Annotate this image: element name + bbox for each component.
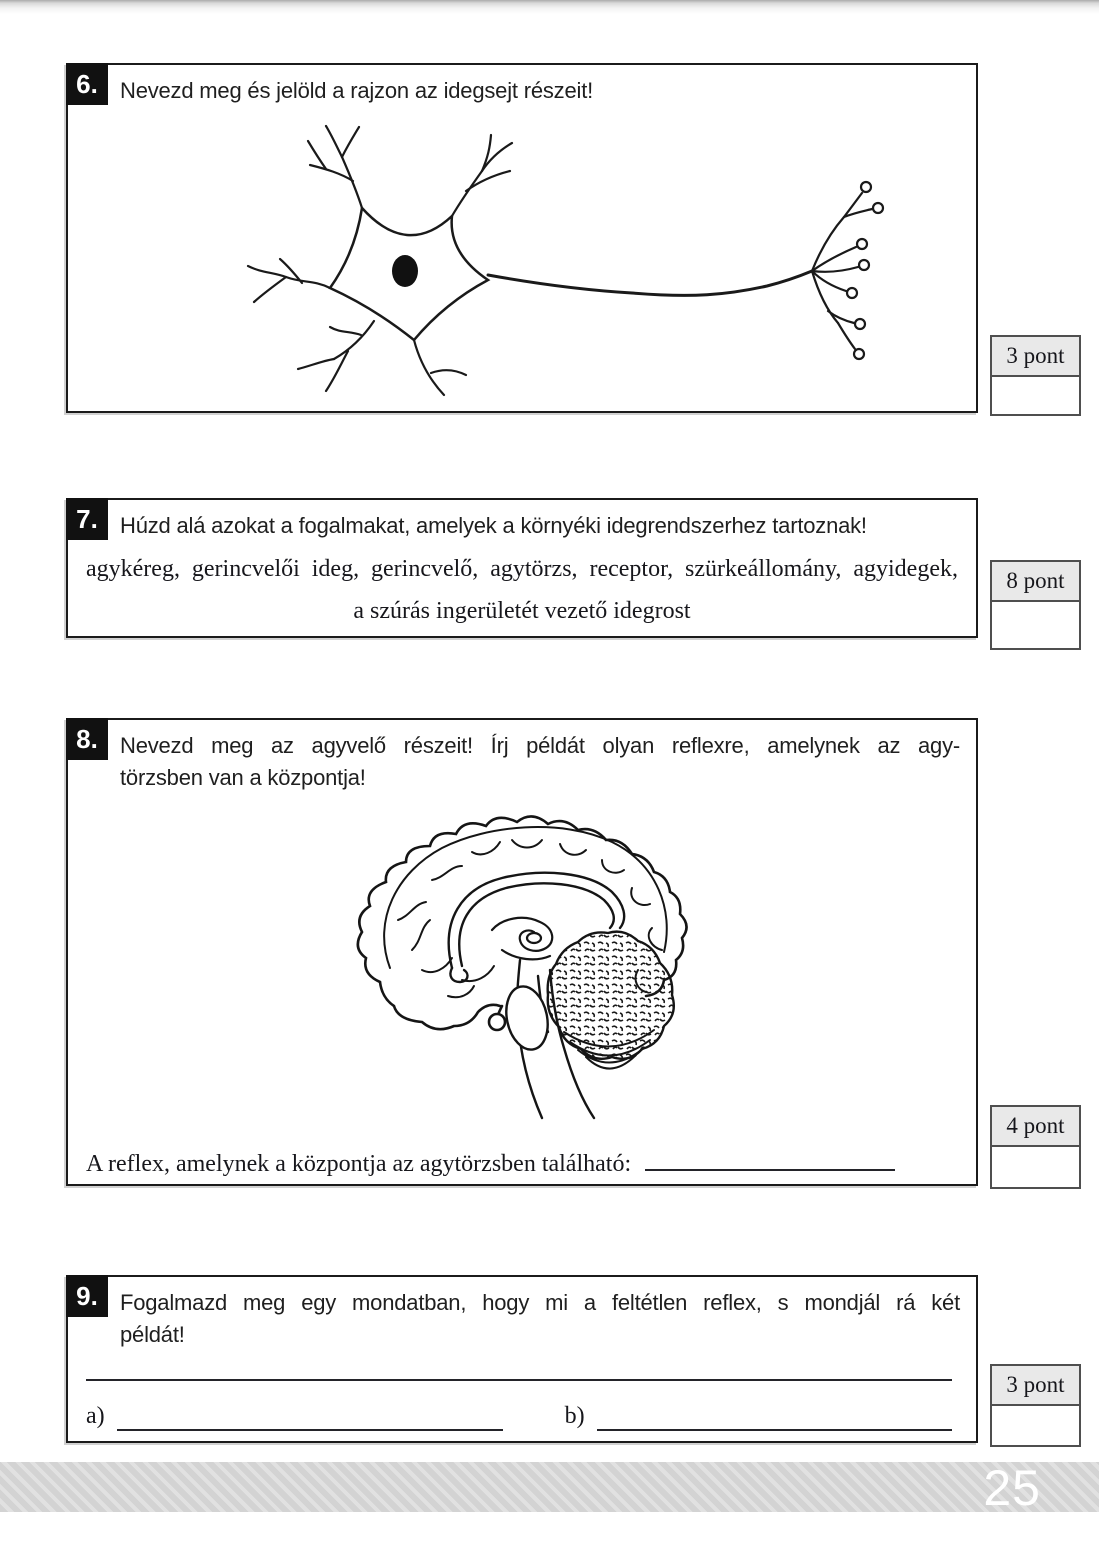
task-8-answer-blank	[645, 1144, 895, 1171]
task-6-points-label: 3 pont	[992, 337, 1079, 377]
task-9-points-box	[990, 1364, 1081, 1447]
brain-pons	[501, 983, 553, 1054]
neuron-nucleus	[392, 255, 418, 287]
task-9-label-b: b)	[564, 1403, 585, 1429]
task-7-points-box	[990, 560, 1081, 650]
task-7-term-list-line2: a szúrás ingerületét vezető idegrost	[353, 598, 691, 624]
task-8-title-line1: Nevezd meg az agyvelő részeit! Írj példát olyan reflexre, amelynek az agy-	[120, 733, 960, 758]
task-7-box	[66, 498, 978, 638]
task-8-number-badge: 8.	[66, 718, 108, 760]
task-6-title: Nevezd meg és jelöld a rajzon az idegsejt részeit!	[120, 78, 594, 103]
brain-inner-swirl	[492, 918, 552, 960]
page-edge-shadow	[0, 0, 1099, 14]
neuron-illustration	[152, 123, 912, 403]
task-9-points-blank	[992, 1406, 1079, 1445]
task-9-ab-row	[86, 1401, 952, 1431]
task-9-answer-blank-a	[117, 1403, 503, 1431]
task-7-points-blank	[992, 602, 1079, 648]
task-7-term-list-line1: agykéreg, gerincvelői ideg, gerincvelő, agytörzs, receptor, szürkeállomány, agyidegek,	[86, 556, 958, 582]
task-8-points-box	[990, 1105, 1081, 1189]
brain-pituitary	[489, 1014, 505, 1030]
task-8-title-line2: törzsben van a központja!	[120, 765, 366, 790]
neuron-axon-terminals	[812, 182, 883, 359]
task-9-box	[66, 1275, 978, 1443]
task-9-title-line2: példát!	[120, 1322, 185, 1347]
task-6-points-box	[990, 335, 1081, 416]
brain-cerebellum	[548, 932, 674, 1069]
page-number: 25	[983, 1460, 1041, 1516]
task-7-points-label: 8 pont	[992, 562, 1079, 602]
task-8-points-label: 4 pont	[992, 1107, 1079, 1147]
task-8-answer-line	[86, 1144, 895, 1179]
task-8-answer-prompt: A reflex, amelynek a központja az agytörzsben található:	[86, 1151, 632, 1178]
brain-illustration	[302, 800, 752, 1130]
task-8-points-blank	[992, 1147, 1079, 1187]
task-6-points-blank	[992, 377, 1079, 414]
task-9-points-label: 3 pont	[992, 1366, 1079, 1406]
task-9-answer-blank-full	[86, 1351, 952, 1381]
task-9-answer-blank-b	[597, 1403, 952, 1431]
task-9-title-line1: Fogalmazd meg egy mondatban, hogy mi a feltétlen reflex, s mondjál rá két	[120, 1290, 960, 1315]
task-6-box	[66, 63, 978, 413]
task-8-box	[66, 718, 978, 1186]
task-7-number-badge: 7.	[66, 498, 108, 540]
neuron-axon	[488, 271, 812, 295]
task-6-number-badge: 6.	[66, 63, 108, 105]
task-9-label-a: a)	[86, 1403, 105, 1429]
footer-stripe-bar	[0, 1460, 1099, 1516]
task-7-title: Húzd alá azokat a fogalmakat, amelyek a környéki idegrendszerhez tartoznak!	[120, 513, 867, 538]
task-9-number-badge: 9.	[66, 1275, 108, 1317]
